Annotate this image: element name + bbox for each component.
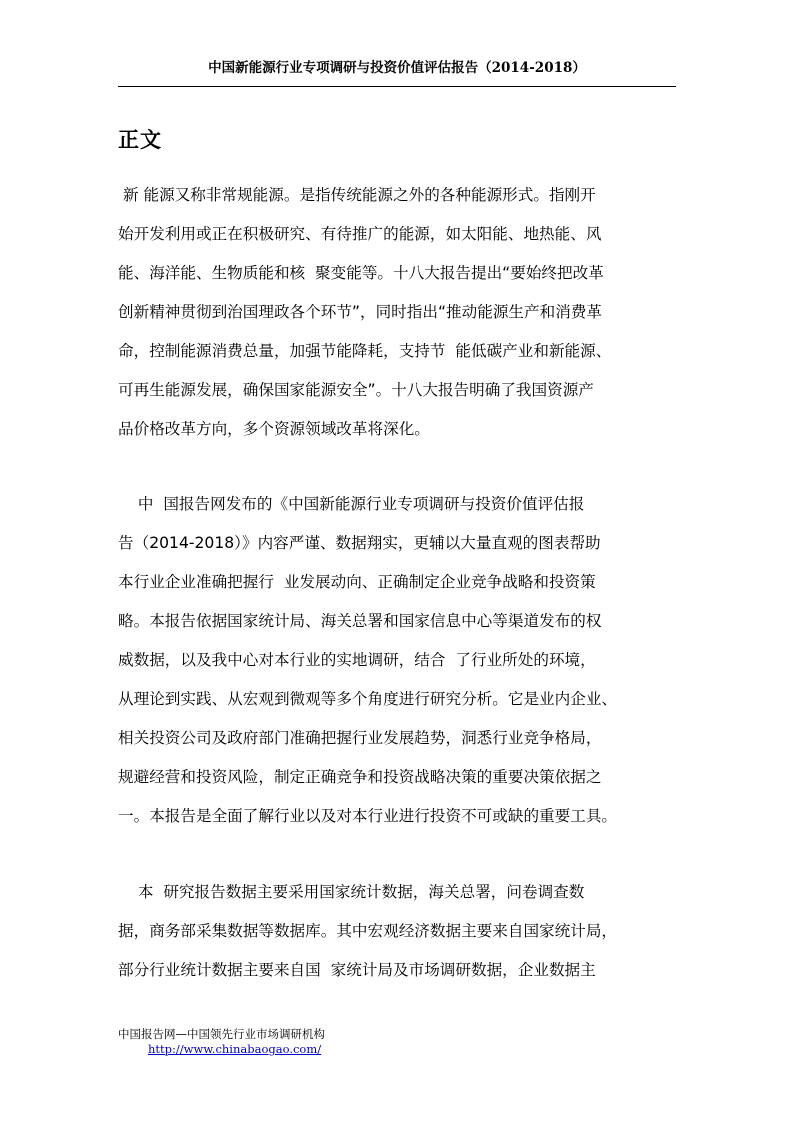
paragraph-line: 品价格改革方向，多个资源领域改革将深化。 [118, 420, 430, 438]
paragraph-line: 告（2014-2018）》内容严谨、数据翔实，更辅以大量直观的图表帮助 [118, 534, 601, 552]
paragraph-intro [118, 176, 680, 449]
paragraph-data-sources [118, 873, 680, 990]
paragraph-line: 一。本报告是全面了解行业以及对本行业进行投资不可或缺的重要工具。 [118, 807, 618, 825]
header-divider [118, 86, 676, 87]
paragraph-line: 命，控制能源消费总量，加强节能降耗，支持节 能低碳产业和新能源、 [118, 342, 612, 360]
paragraph-line: 能、海洋能、生物质能和核 聚变能等。十八大报告提出“要始终把改革 [118, 264, 604, 282]
paragraph-line: 相关投资公司及政府部门准确把握行业发展趋势，洞悉行业竞争格局， [118, 729, 602, 747]
paragraph-line: 本行业企业准确把握行 业发展动向、正确制定企业竞争战略和投资策 [118, 573, 596, 591]
paragraph-line: 新 能源又称非常规能源。是指传统能源之外的各种能源形式。指刚开 [118, 186, 596, 204]
paragraph-line: 本 研究报告数据主要采用国家统计数据，海关总署，问卷调查数 [118, 883, 585, 901]
paragraph-report-description [118, 485, 680, 836]
paragraph-line: 据，商务部采集数据等数据库。其中宏观经济数据主要来自国家统计局， [118, 922, 618, 940]
footer-website-link[interactable]: http://www.chinabaogao.com/ [148, 1042, 322, 1056]
page-header-title: 中国新能源行业专项调研与投资价值评估报告（2014-2018） [208, 60, 586, 76]
paragraph-line: 始开发利用或正在积极研究、有待推广的能源，如太阳能、地热能、风 [118, 225, 602, 243]
paragraph-line: 创新精神贯彻到治国理政各个环节”，同时指出“推动能源生产和消费革 [118, 303, 602, 321]
paragraph-line: 从理论到实践、从宏观到微观等多个角度进行研究分析。它是业内企业、 [118, 690, 618, 708]
paragraph-line: 威数据，以及我中心对本行业的实地调研，结合 了行业所处的环境， [118, 651, 596, 669]
paragraph-line: 略。本报告依据国家统计局、海关总署和国家信息中心等渠道发布的权 [118, 612, 602, 630]
paragraph-line: 中 国报告网发布的《中国新能源行业专项调研与投资价值评估报 [118, 495, 585, 513]
footer-organization: 中国报告网—中国领先行业市场调研机构 [118, 1027, 325, 1041]
paragraph-line: 部分行业统计数据主要来自国 家统计局及市场调研数据，企业数据主 [118, 961, 596, 979]
paragraph-line: 可再生能源发展，确保国家能源安全”。十八大报告明确了我国资源产 [118, 381, 594, 399]
section-title: 正文 [118, 128, 162, 152]
paragraph-line: 规避经营和投资风险，制定正确竞争和投资战略决策的重要决策依据之 [118, 768, 602, 786]
